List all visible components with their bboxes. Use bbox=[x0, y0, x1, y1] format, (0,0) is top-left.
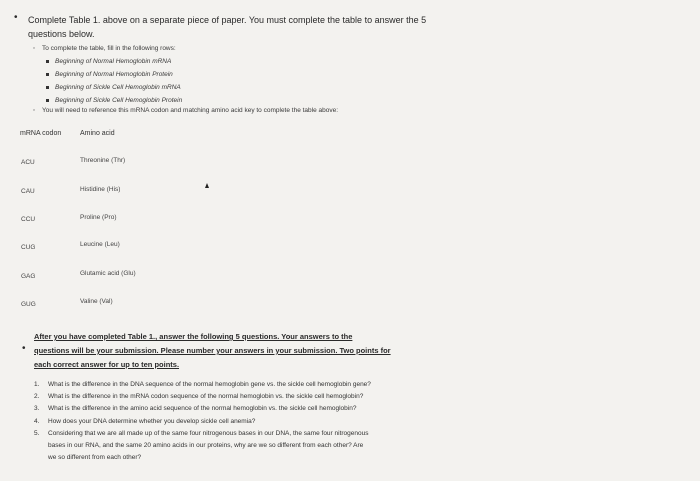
after-line-2: questions will be your submission. Please number your answers in your submission. Two points for bbox=[34, 346, 391, 355]
question-5: Considering that we are all made up of the same four nitrogenous bases in our DNA, the same four nitrogenous bbox=[48, 430, 369, 437]
table-cell-codon: GUG bbox=[21, 301, 36, 308]
after-line-1: After you have completed Table 1., answer the following 5 questions. Your answers to the bbox=[34, 332, 353, 341]
question-2: What is the difference in the mRNA codon sequence of the normal hemoglobin vs. the sickle cell hemoglobin? bbox=[48, 393, 364, 400]
question-1: What is the difference in the DNA sequence of the normal hemoglobin gene vs. the sickle cell hemoglobin gene? bbox=[48, 381, 371, 388]
table-cell-amino: Proline (Pro) bbox=[80, 214, 117, 221]
table-cell-codon: ACU bbox=[21, 159, 35, 166]
bullet-small: ◦ bbox=[33, 107, 36, 114]
question-5-cont-1: bases in our RNA, and the same 20 amino acids in our proteins, why are we so different from each other? Are bbox=[48, 442, 364, 449]
table-cell-amino: Valine (Val) bbox=[80, 298, 113, 305]
question-number: 5. bbox=[34, 430, 40, 437]
question-number: 4. bbox=[34, 418, 40, 425]
table-cell-codon: GAG bbox=[21, 273, 36, 280]
question-number: 2. bbox=[34, 393, 40, 400]
question-number: 3. bbox=[34, 405, 40, 412]
bullet: • bbox=[14, 12, 18, 23]
table-cell-codon: CUG bbox=[21, 244, 36, 251]
reference-note: You will need to reference this mRNA codon and matching amino acid key to complete the table above: bbox=[42, 107, 339, 114]
question-3: What is the difference in the amino acid sequence of the normal hemoglobin vs. the sickle cell hemoglobin? bbox=[48, 405, 357, 412]
bullet: • bbox=[22, 343, 26, 354]
after-line-3: each correct answer for up to ten points. bbox=[34, 360, 180, 369]
row-item-2 bbox=[46, 70, 173, 79]
table-cell-amino: Threonine (Thr) bbox=[80, 157, 126, 164]
table-cell-amino: Leucine (Leu) bbox=[80, 241, 120, 248]
row-label: Beginning of Sickle Cell Hemoglobin mRNA bbox=[55, 84, 181, 91]
intro-line-2: questions below. bbox=[28, 29, 95, 39]
table-header-codon: mRNA codon bbox=[20, 130, 62, 137]
row-label: Beginning of Normal Hemoglobin mRNA bbox=[55, 58, 172, 65]
bullet-small: ◦ bbox=[33, 45, 36, 52]
row-label: Beginning of Sickle Cell Hemoglobin Protein bbox=[55, 97, 183, 104]
row-item-1 bbox=[46, 57, 171, 66]
to-complete-text: To complete the table, fill in the following rows: bbox=[42, 45, 176, 52]
row-label: Beginning of Normal Hemoglobin Protein bbox=[55, 71, 173, 78]
mouse-cursor-icon bbox=[205, 183, 209, 188]
question-5-cont-2: we so different from each other? bbox=[48, 454, 142, 461]
question-number: 1. bbox=[34, 381, 40, 388]
table-header-amino: Amino acid bbox=[80, 130, 115, 137]
row-item-3 bbox=[46, 83, 181, 92]
table-cell-amino: Histidine (His) bbox=[80, 186, 121, 193]
table-cell-amino: Glutamic acid (Glu) bbox=[80, 270, 136, 277]
table-cell-codon: CCU bbox=[21, 216, 36, 223]
table-cell-codon: CAU bbox=[21, 188, 35, 195]
row-item-4 bbox=[46, 96, 182, 105]
question-4: How does your DNA determine whether you develop sickle cell anemia? bbox=[48, 418, 256, 425]
intro-line-1: Complete Table 1. above on a separate piece of paper. You must complete the table to answer the 5 bbox=[28, 15, 427, 25]
